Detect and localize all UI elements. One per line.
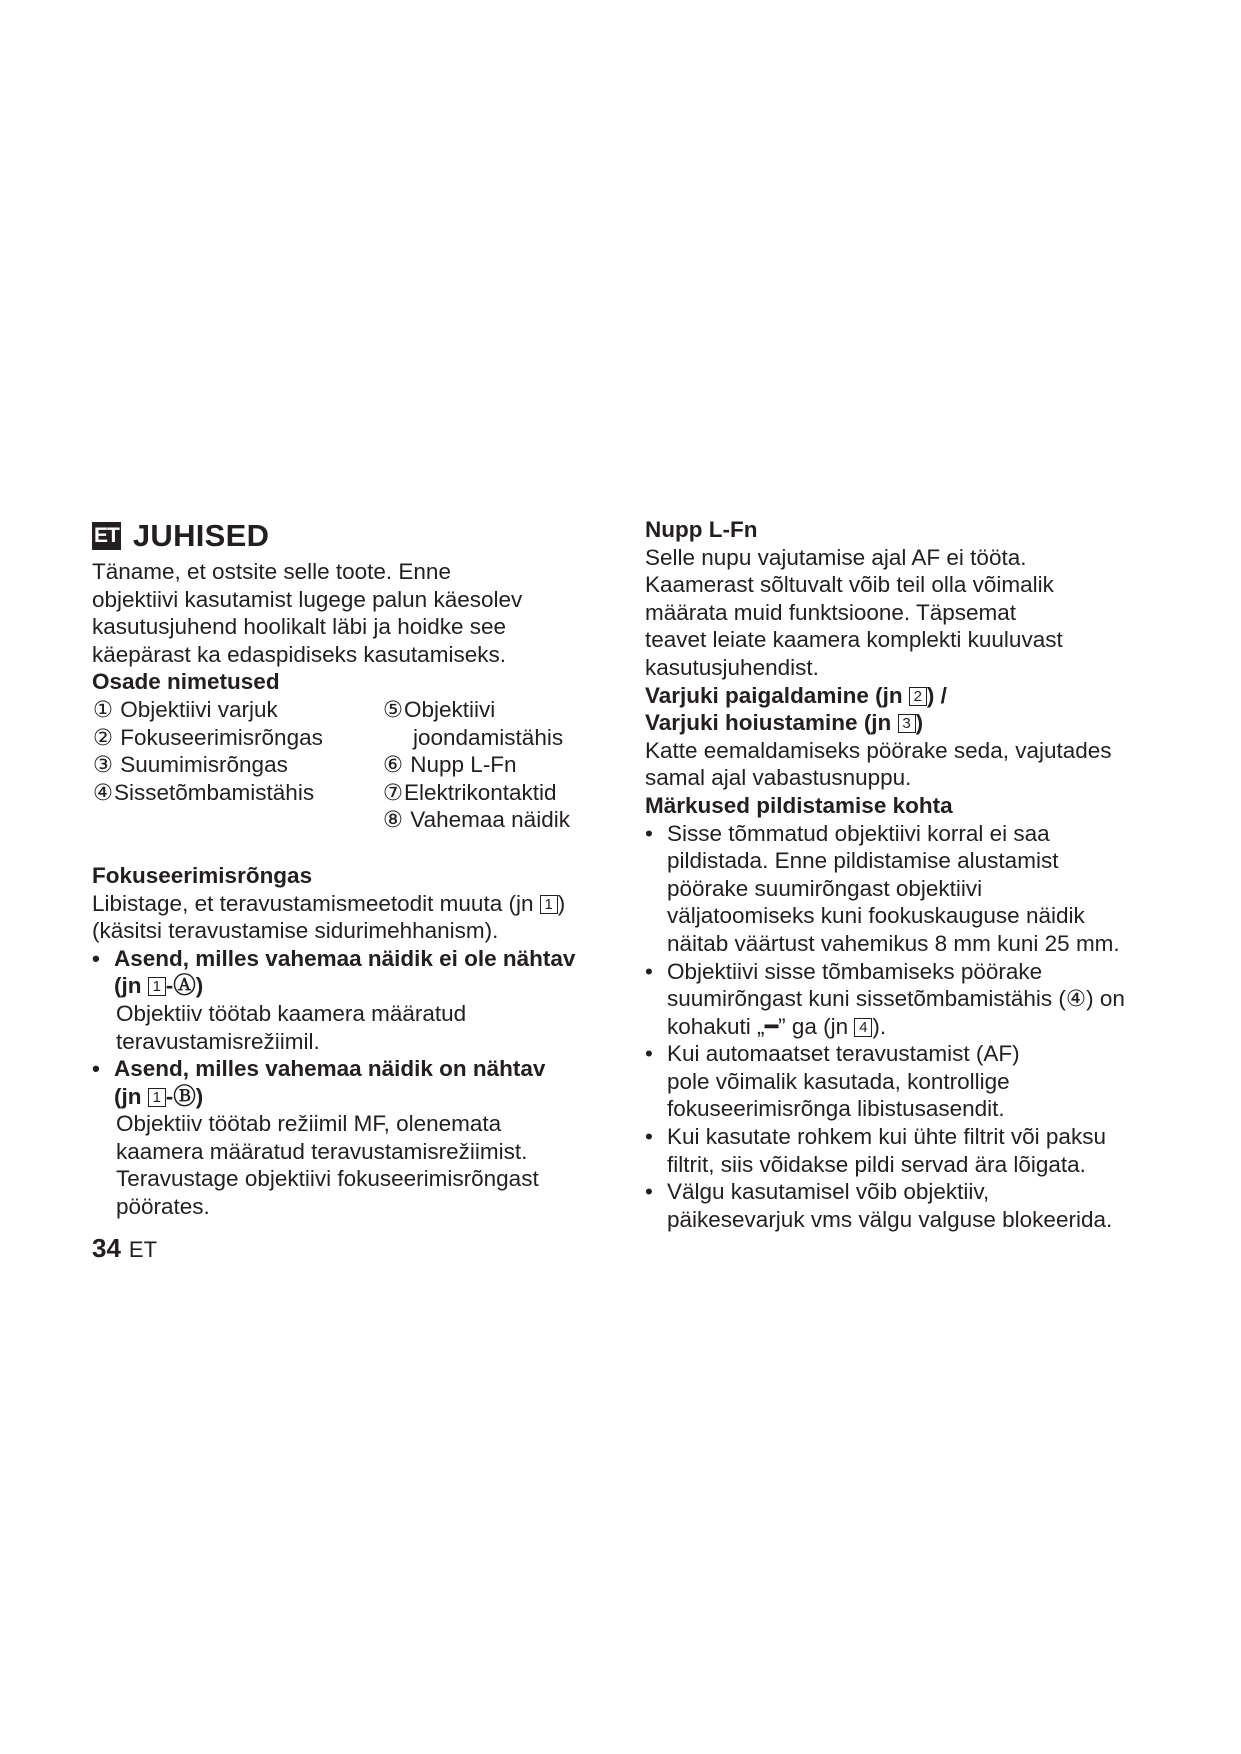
- part-number: ④: [92, 779, 114, 805]
- bullet-ref: (jn 1 -Ⓑ): [114, 1083, 204, 1109]
- figure-ref-box: 4: [854, 1018, 872, 1037]
- language-badge: ET: [92, 522, 121, 550]
- bullet-title: Asend, milles vahemaa näidik ei ole nähtav: [114, 945, 576, 971]
- part-number: ⑦: [382, 779, 404, 805]
- focus-heading: Fokuseerimisrõngas: [92, 862, 313, 888]
- section-title: [92, 516, 622, 556]
- body-line: Teravustage objektiivi fokuseerimisrõngast: [116, 1166, 539, 1192]
- hood-line: Katte eemaldamiseks pöörake seda, vajutades: [645, 737, 1112, 763]
- left-column: [92, 516, 622, 1221]
- bullet-mark: •: [92, 945, 100, 971]
- parts-column-2: [382, 696, 570, 834]
- note-line: päikesevarjuk vms välgu valguse blokeerida.: [667, 1206, 1113, 1232]
- note-line: pildistada. Enne pildistamise alustamist: [667, 848, 1059, 874]
- note-line: fokuseerimisrõnga libistusasendit.: [667, 1096, 1005, 1122]
- bullet-mark: •: [645, 1041, 653, 1067]
- focus-bullet-2: [92, 1055, 622, 1110]
- page-number: 34: [92, 1233, 121, 1263]
- bullet-mark: •: [645, 1124, 653, 1150]
- body-line: teravustamisrežiimil.: [116, 1028, 320, 1054]
- figure-ref-box: 2: [909, 687, 927, 706]
- part-item: [92, 779, 382, 807]
- part-item: [92, 751, 382, 779]
- note-line: väljatoomiseks kuni fookuskauguse näidik: [667, 903, 1085, 929]
- note-line: suumirõngast kuni sissetõmbamistähis (④) on: [667, 986, 1125, 1012]
- note-line: Sisse tõmmatud objektiivi korral ei saa: [667, 820, 1050, 846]
- notes-heading: Märkused pildistamise kohta: [645, 792, 953, 818]
- part-label: joondamistähis: [413, 724, 564, 750]
- bullet-mark: •: [645, 1179, 653, 1205]
- part-number: ③: [92, 752, 114, 778]
- note-line: kohakuti „━” ga (jn 4 ).: [667, 1013, 887, 1039]
- part-item: [382, 779, 570, 807]
- intro-line: Täname, et ostsite selle toote. Enne: [92, 559, 451, 584]
- bullet-ref: (jn 1 -Ⓐ): [114, 973, 204, 999]
- part-item: [382, 751, 570, 779]
- note-line: pole võimalik kasutada, kontrollige: [667, 1068, 1010, 1094]
- note-line: Välgu kasutamisel võib objektiiv,: [667, 1179, 990, 1205]
- note-item-3: [645, 1040, 1165, 1123]
- retract-mark: ④: [1065, 986, 1087, 1012]
- lfn-line: Kaamerast sõltuvalt võib teil olla võimalik: [645, 572, 1054, 598]
- page-title: JUHISED: [132, 518, 270, 554]
- part-label: Vahemaa näidik: [410, 807, 570, 833]
- bullet-title: Asend, milles vahemaa näidik on nähtav: [114, 1056, 546, 1082]
- hood-heading-2: Varjuki hoiustamine (jn 3 ): [645, 710, 924, 736]
- part-number: ①: [92, 696, 114, 722]
- part-label: Sissetõmbamistähis: [114, 779, 315, 805]
- part-number: ⑤: [382, 696, 404, 722]
- body-line: Objektiiv töötab kaamera määratud: [116, 1000, 467, 1026]
- bullet-mark: •: [92, 1056, 100, 1082]
- right-column: [645, 516, 1165, 1233]
- focus-bullet-2-body: [92, 1110, 622, 1220]
- note-item-5: [645, 1178, 1165, 1233]
- footer-language: ET: [128, 1237, 158, 1262]
- part-number: ②: [92, 724, 114, 750]
- part-label: Objektiivi varjuk: [120, 696, 278, 722]
- focus-bullet-1: [92, 945, 622, 1000]
- intro-paragraph: [92, 558, 622, 668]
- part-item-continued: [382, 724, 570, 752]
- intro-line: kasutusjuhend hoolikalt läbi ja hoidke see: [92, 614, 507, 640]
- part-item: [92, 696, 382, 724]
- part-item: [92, 724, 382, 752]
- part-label: Elektrikontaktid: [404, 779, 557, 805]
- intro-line: käepärast ka edaspidiseks kasutamiseks.: [92, 641, 506, 667]
- body-line: pöörates.: [116, 1194, 210, 1220]
- intro-line: objektiivi kasutamist lugege palun käesolev: [92, 586, 523, 612]
- hood-heading-1: Varjuki paigaldamine (jn 2 ) /: [645, 682, 947, 708]
- bullet-mark: •: [645, 820, 653, 846]
- note-line: näitab väärtust vahemikus 8 mm kuni 25 mm.: [667, 930, 1120, 956]
- lfn-line: teavet leiate kaamera komplekti kuuluvast: [645, 627, 1063, 653]
- parts-heading: Osade nimetused: [92, 669, 280, 695]
- lfn-line: määrata muid funktsioone. Täpsemat: [645, 599, 1017, 625]
- parts-list: [92, 696, 622, 834]
- part-label: Suumimisrõngas: [120, 752, 288, 778]
- body-line: Objektiiv töötab režiimil MF, olenemata: [116, 1111, 502, 1137]
- note-line: Kui kasutate rohkem kui ühte filtrit või paksu: [667, 1124, 1106, 1150]
- part-item: [382, 696, 570, 724]
- note-line: Kui automaatset teravustamist (AF): [667, 1041, 1020, 1067]
- part-label: Fokuseerimisrõngas: [120, 724, 323, 750]
- focus-line: (käsitsi teravustamise sidurimehhanism).: [92, 918, 499, 944]
- note-item-4: [645, 1123, 1165, 1178]
- bullet-mark: •: [645, 958, 653, 984]
- part-number: ⑧: [382, 807, 404, 833]
- parts-column-1: [92, 696, 382, 834]
- note-item-1: [645, 820, 1165, 958]
- part-label: Nupp L-Fn: [410, 752, 517, 778]
- part-number: ⑥: [382, 752, 404, 778]
- figure-ref-box: 1: [148, 977, 166, 996]
- figure-ref-box: 1: [540, 895, 558, 914]
- note-line: Objektiivi sisse tõmbamiseks pöörake: [667, 958, 1043, 984]
- page-footer: [92, 1233, 157, 1264]
- hood-line: samal ajal vabastusnuppu.: [645, 765, 912, 791]
- lfn-heading: Nupp L-Fn: [645, 517, 758, 542]
- focus-line: Libistage, et teravustamismeetodit muuta (jn 1 ): [92, 890, 566, 916]
- lfn-line: Selle nupu vajutamise ajal AF ei tööta.: [645, 544, 1027, 570]
- part-label: Objektiivi: [404, 696, 496, 722]
- spacer: [92, 834, 622, 862]
- body-line: kaamera määratud teravustamisrežiimist.: [116, 1138, 528, 1164]
- figure-ref-box: 3: [898, 714, 916, 733]
- figure-ref-box: 1: [148, 1088, 166, 1107]
- note-item-2: [645, 958, 1165, 1041]
- note-line: pöörake suumirõngast objektiivi: [667, 875, 983, 901]
- note-line: filtrit, siis võidakse pildi servad ära lõigata.: [667, 1151, 1086, 1177]
- part-item: [382, 806, 570, 834]
- dash-mark: ━: [764, 1013, 779, 1039]
- lfn-line: kasutusjuhendist.: [645, 654, 819, 680]
- focus-bullet-1-body: [92, 1000, 622, 1055]
